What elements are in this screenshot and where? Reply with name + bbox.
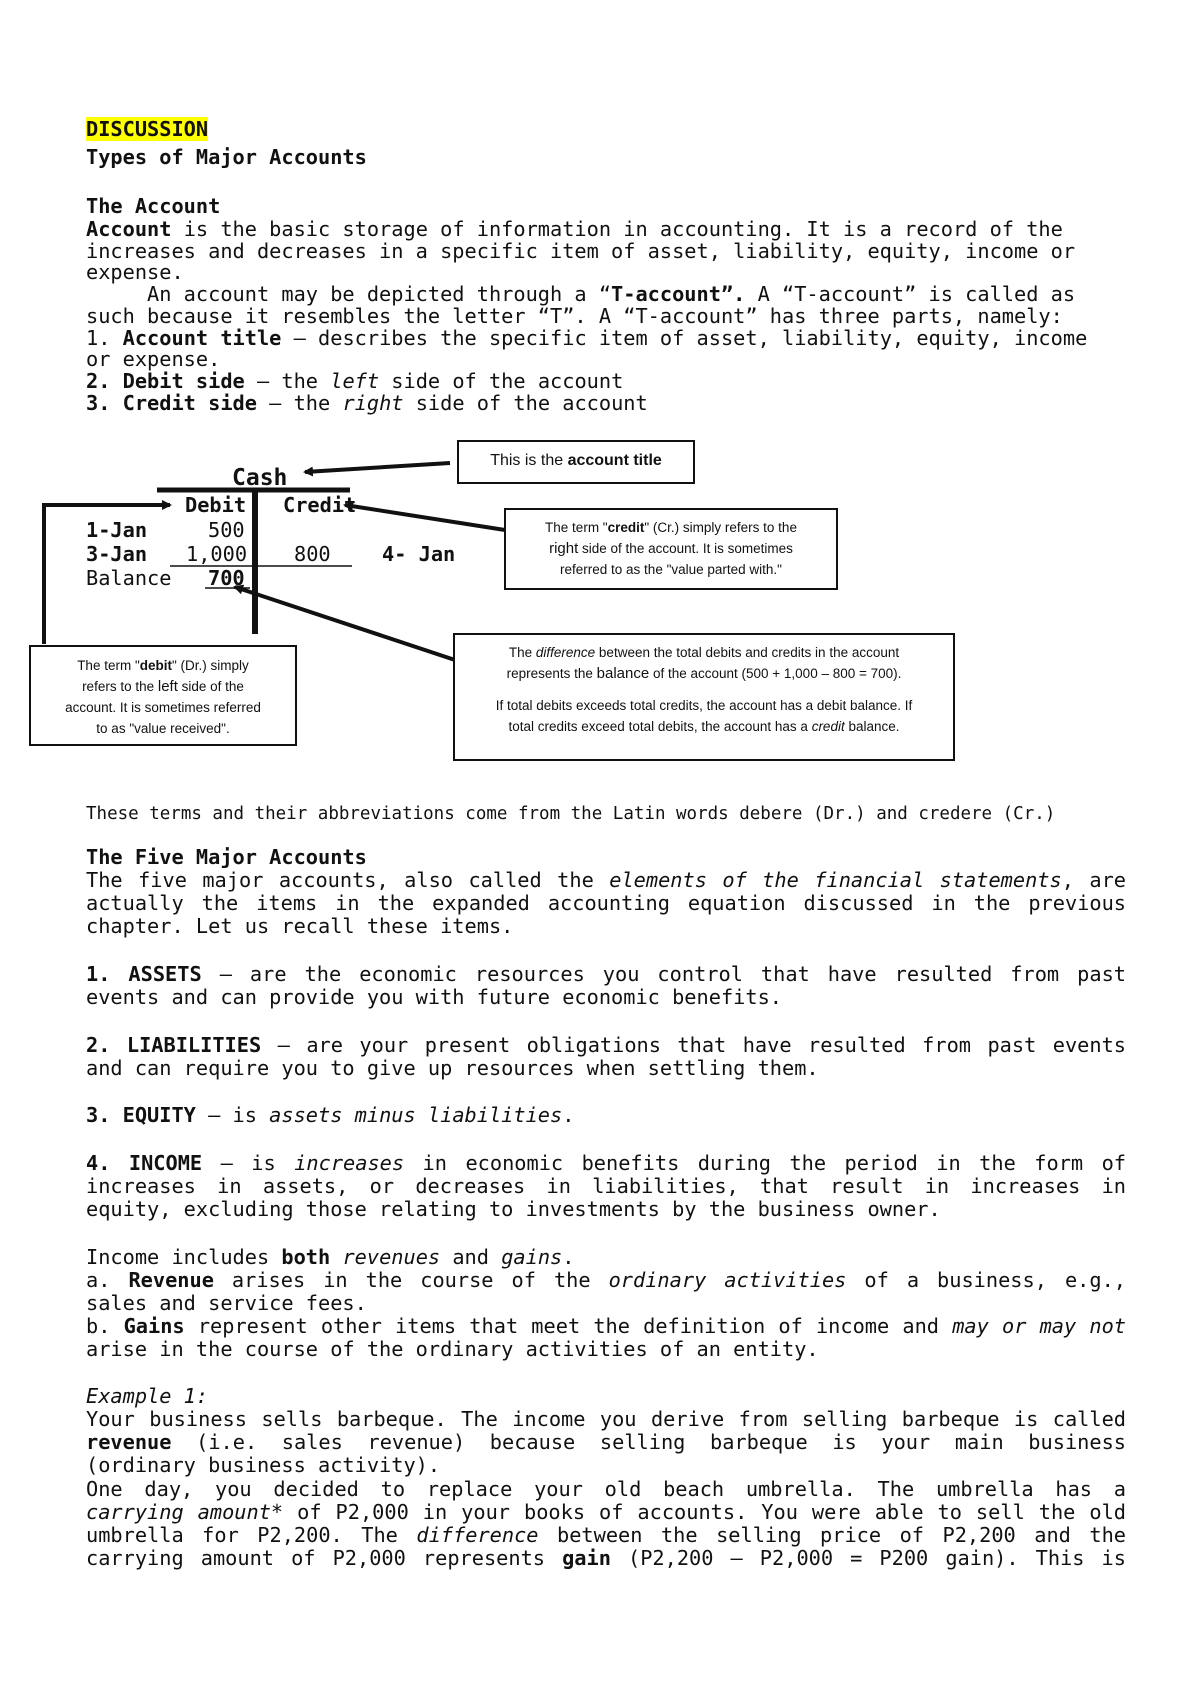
arrow-to-credit bbox=[345, 505, 505, 530]
account-def-line1: Account is the basic storage of information in accounting. It is a record of the bbox=[86, 217, 1063, 241]
t-account-intro-line1: An account may be depicted through a “T-account”. A “T-account” is called as bbox=[86, 282, 1076, 306]
account-def-line2: increases and decreases in a specific item of asset, liability, equity, income or bbox=[86, 239, 1076, 263]
balance-label: Balance bbox=[86, 566, 172, 590]
balance-value: 700 bbox=[208, 566, 245, 590]
five-major-intro-line2: actually the items in the expanded accounting equation discussed in the previous bbox=[86, 891, 1126, 915]
example-line7: carrying amount of P2,000 represents gain (P2,200 – P2,000 = P200 gain). This is bbox=[86, 1546, 1126, 1570]
assets-line1: 1. ASSETS – are the economic resources you control that have resulted from past bbox=[86, 962, 1126, 986]
section-title-five-major: The Five Major Accounts bbox=[86, 845, 367, 869]
page-title: Types of Major Accounts bbox=[86, 145, 367, 169]
callout-debit: The term "debit" (Dr.) simply refers to the left side of the account. It is sometimes referred to as "value received". bbox=[29, 645, 297, 746]
five-major-intro-line1: The five major accounts, also called the elements of the financial statements, are bbox=[86, 868, 1126, 892]
assets-line2: events and can provide you with future economic benefits. bbox=[86, 985, 782, 1009]
t-account-intro-line2: such because it resembles the letter “T”. A “T-account” has three parts, namely: bbox=[86, 304, 1063, 328]
row2-date: 3-Jan bbox=[86, 542, 148, 566]
income-includes: Income includes both revenues and gains. bbox=[86, 1245, 575, 1269]
example-line2: revenue (i.e. sales revenue) because selling barbeque is your main business bbox=[86, 1430, 1126, 1454]
example-label: Example 1: bbox=[86, 1384, 209, 1408]
liabilities-line1: 2. LIABILITIES – are your present obligations that have resulted from past events bbox=[86, 1033, 1127, 1057]
account-def-line3: expense. bbox=[86, 260, 184, 284]
callout-balance: The difference between the total debits and credits in the account represents the balance of the account (500 + 1,000 – 800 = 700). If total debits exceeds total credits, the account has a debit balance. If total credits exceed total debits, the account has a credit balance. bbox=[453, 633, 955, 761]
debit-header: Debit bbox=[185, 493, 247, 517]
income-line2: increases in assets, or decreases in liabilities, that result in increases in bbox=[86, 1174, 1126, 1198]
row1-debit: 500 bbox=[208, 518, 245, 542]
latin-note: These terms and their abbreviations come from the Latin words debere (Dr.) and credere (Cr.) bbox=[86, 804, 1056, 824]
section-title-account: The Account bbox=[86, 194, 221, 218]
row1-date: 1-Jan bbox=[86, 518, 148, 542]
row2-credit: 800 bbox=[294, 542, 331, 566]
equity-line: 3. EQUITY – is assets minus liabilities. bbox=[86, 1103, 575, 1127]
discussion-label: DISCUSSION bbox=[86, 117, 209, 141]
row2-credit-date: 4- Jan bbox=[382, 542, 456, 566]
revenue-line1: a. Revenue arises in the course of the ordinary activities of a business, e.g., bbox=[86, 1268, 1126, 1292]
gains-line1: b. Gains represent other items that meet the definition of income and may or may not bbox=[86, 1314, 1126, 1338]
part-credit-side: 3. Credit side – the right side of the account bbox=[86, 391, 648, 415]
example-line5: carrying amount* of P2,000 in your books of accounts. You were able to sell the old bbox=[86, 1500, 1126, 1524]
example-line3: (ordinary business activity). bbox=[86, 1453, 441, 1477]
part-account-title: 1. Account title – describes the specific item of asset, liability, equity, income bbox=[86, 326, 1088, 350]
credit-header: Credit bbox=[283, 493, 357, 517]
liabilities-line2: and can require you to give up resources when settling them. bbox=[86, 1056, 819, 1080]
example-line4: One day, you decided to replace your old beach umbrella. The umbrella has a bbox=[86, 1477, 1126, 1501]
part-debit-side: 2. Debit side – the left side of the account bbox=[86, 369, 624, 393]
example-line6: umbrella for P2,200. The difference between the selling price of P2,200 and the bbox=[86, 1523, 1126, 1547]
revenue-line2: sales and service fees. bbox=[86, 1291, 367, 1315]
part-account-title-cont: or expense. bbox=[86, 347, 221, 371]
row2-debit: 1,000 bbox=[186, 542, 248, 566]
income-line3: equity, excluding those relating to investments by the business owner. bbox=[86, 1197, 941, 1221]
callout-credit: The term "credit" (Cr.) simply refers to the right side of the account. It is sometimes referred to as the "value parted with." bbox=[504, 508, 838, 590]
five-major-intro-line3: chapter. Let us recall these items. bbox=[86, 914, 514, 938]
example-line1: Your business sells barbeque. The income you derive from selling barbeque is called bbox=[86, 1407, 1126, 1431]
gains-line2: arise in the course of the ordinary activities of an entity. bbox=[86, 1337, 819, 1361]
income-line1: 4. INCOME – is increases in economic benefits during the period in the form of bbox=[86, 1151, 1126, 1175]
callout-account-title: This is the account title bbox=[457, 440, 695, 484]
t-account-title: Cash bbox=[232, 465, 288, 491]
arrow-to-title bbox=[305, 463, 450, 472]
